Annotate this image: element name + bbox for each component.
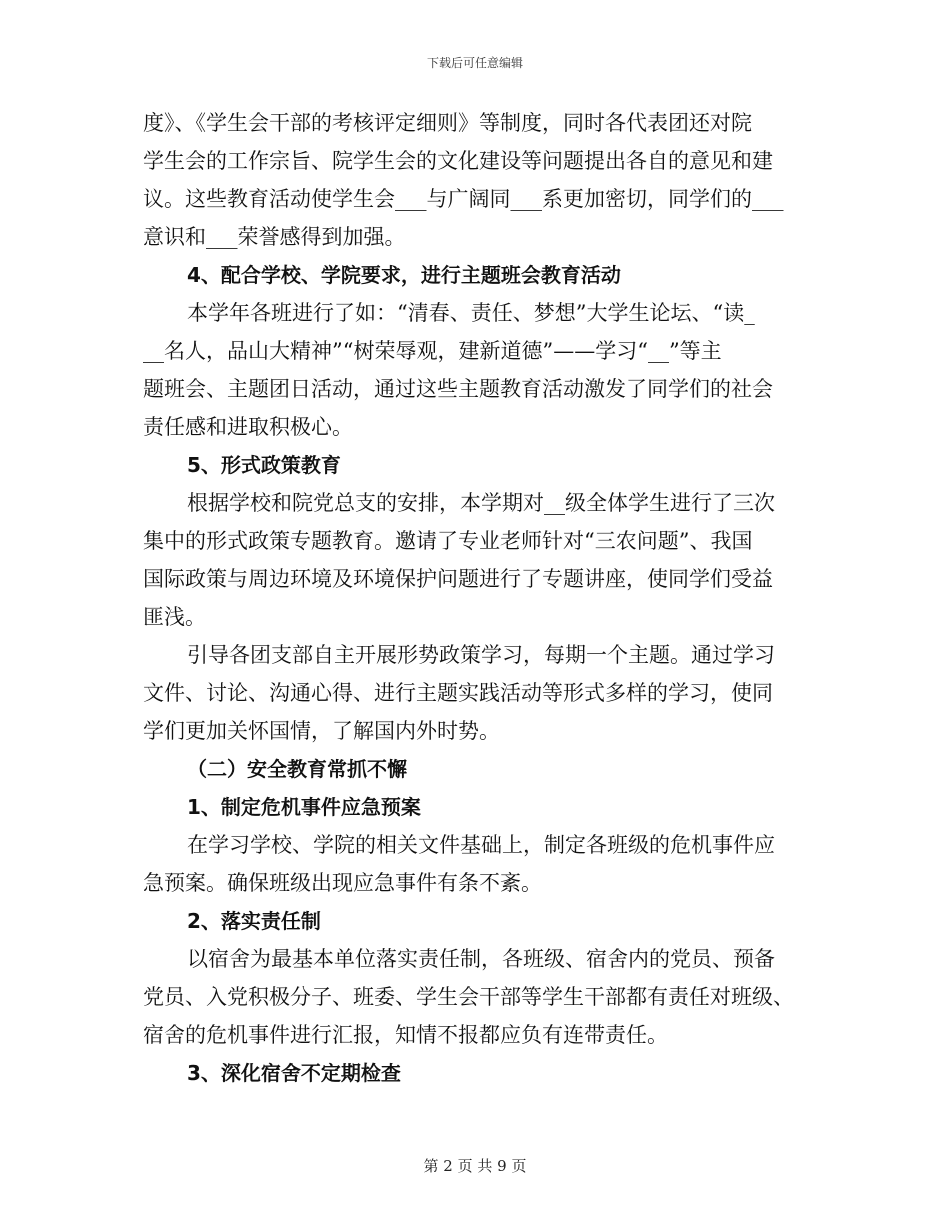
paragraph-line: 在学习学校、学院的相关文件基础上，制定各班级的危机事件应 [187, 833, 775, 857]
section-heading: 1、制定危机事件应急预案 [187, 795, 421, 819]
paragraph-line: 题班会、主题团日活动，通过这些主题教育活动激发了同学们的社会 [143, 377, 773, 401]
paragraph-line: 党员、入党积极分子、班委、学生会干部等学生干部都有责任对班级、 [143, 985, 794, 1009]
paragraph-line: 意识和___荣誉感得到加强。 [143, 225, 406, 249]
paragraph-line: 国际政策与周边环境及环境保护问题进行了专题讲座，使同学们受益 [143, 567, 773, 591]
section-heading: 4、配合学校、学院要求，进行主题班会教育活动 [187, 263, 621, 287]
paragraph-line: 议。这些教育活动使学生会___与广阔同___系更加密切，同学们的___ [143, 187, 784, 211]
paragraph-line: 责任感和进取积极心。 [143, 415, 353, 439]
paragraph-line: 匪浅。 [143, 605, 206, 629]
paragraph-line: 引导各团支部自主开展形势政策学习，每期一个主题。通过学习 [187, 643, 775, 667]
paragraph-line: 宿舍的危机事件进行汇报，知情不报都应负有连带责任。 [143, 1023, 668, 1047]
document-body [143, 104, 803, 1092]
section-heading: （二）安全教育常抓不懈 [187, 757, 407, 781]
section-heading: 5、形式政策教育 [187, 453, 341, 477]
paragraph-line: 文件、讨论、沟通心得、进行主题实践活动等形式多样的学习，使同 [143, 681, 773, 705]
paragraph-line: 度》、《学生会干部的考核评定细则》等制度，同时各代表团还对院 [143, 111, 752, 135]
paragraph-line: 以宿舍为最基本单位落实责任制，各班级、宿舍内的党员、预备 [187, 947, 775, 971]
paragraph-line: 根据学校和院党总支的安排，本学期对__级全体学生进行了三次 [187, 491, 775, 515]
paragraph-line: 本学年各班进行了如：“清春、责任、梦想”大学生论坛、“读_ [187, 301, 755, 325]
page-header-note: 下载后可任意编辑 [426, 56, 523, 70]
section-heading: 3、深化宿舍不定期检查 [187, 1061, 401, 1085]
page-number: 第 2 页 共 9 页 [423, 1157, 527, 1175]
section-heading: 2、落实责任制 [187, 909, 321, 933]
paragraph-line: 集中的形式政策专题教育。邀请了专业老师针对“三农问题”、我国 [143, 529, 753, 553]
paragraph-line: 学生会的工作宗旨、院学生会的文化建设等问题提出各自的意见和建 [143, 149, 773, 173]
paragraph-line: 急预案。确保班级出现应急事件有条不紊。 [143, 871, 542, 895]
paragraph-line: __名人，品山大精神”“树荣辱观，建新道德”——学习“__”等主 [143, 339, 722, 363]
paragraph-line: 学们更加关怀国情，了解国内外时势。 [143, 719, 500, 743]
